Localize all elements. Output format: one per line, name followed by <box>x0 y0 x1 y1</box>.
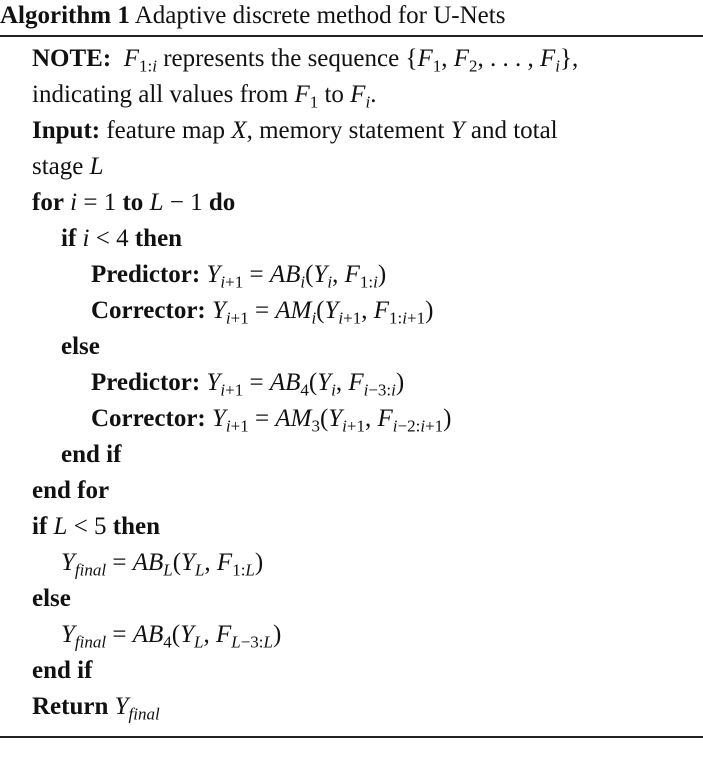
algorithm-header <box>0 0 703 34</box>
algorithm-number: Algorithm 1 <box>0 2 130 29</box>
formula-Y: Y <box>450 117 465 144</box>
end-if-line-2 <box>0 653 703 689</box>
if-line <box>0 221 703 257</box>
formula-L-minus-1: L − 1 <box>149 189 203 216</box>
else-line-2 <box>0 581 703 617</box>
note-label: NOTE: <box>32 45 112 72</box>
input-line-1 <box>0 113 703 149</box>
input-text: , memory statement <box>246 117 445 144</box>
corrector-label: Corrector: <box>91 405 206 432</box>
input-text: and total <box>470 117 558 144</box>
predictor-label: Predictor: <box>91 369 201 396</box>
keyword-return: Return <box>32 693 109 720</box>
end-if-line-1 <box>0 437 703 473</box>
input-label: Input: <box>32 117 101 144</box>
keyword-then: then <box>134 225 183 252</box>
formula-X: X <box>231 117 247 144</box>
return-line <box>0 689 703 725</box>
else-line-1 <box>0 329 703 365</box>
formula-Y-final: $Y_{final}$ <box>114 693 160 724</box>
keyword-end-if: end if <box>61 441 122 468</box>
formula-i-lt-4: i < 4 <box>82 225 129 252</box>
keyword-do: do <box>208 189 236 216</box>
keyword-end-for: end for <box>32 477 110 504</box>
predictor-label: Predictor: <box>91 261 201 288</box>
note-line-1 <box>0 41 703 77</box>
note-line-2 <box>0 77 703 113</box>
keyword-else: else <box>32 585 71 612</box>
keyword-end-if: end if <box>32 657 93 684</box>
formula-corrector-2: $Y_{i+1} = AM_3(Y_{i+1}$, $F_{i-2:i+1}$) <box>211 405 452 436</box>
for-line <box>0 185 703 221</box>
formula-F-1: $F_1$ <box>294 81 319 112</box>
formula-predictor-1: $Y_{i+1} = AB_i(Y_i$, $F_{1:i}$) <box>206 261 387 292</box>
formula-predictor-2: $Y_{i+1} = AB_4(Y_i$, $F_{i-3:i}$) <box>206 369 405 400</box>
keyword-for: for <box>32 189 64 216</box>
input-text: feature map <box>106 117 226 144</box>
corrector-label: Corrector: <box>91 297 206 324</box>
algorithm-body <box>0 41 703 725</box>
bottom-rule <box>0 736 703 738</box>
formula-final-1: $Y_{final} = AB_L(Y_L$, $F_{1:L}$) <box>61 549 264 580</box>
note-text: indicating all values from <box>32 81 289 108</box>
predictor-line-2 <box>0 365 703 401</box>
formula-F-1-i: $F_{1:i}$ <box>123 45 157 76</box>
formula-sequence-set: {$F_1$, $F_2$, . . . , $F_i$}, <box>405 45 579 76</box>
top-rule <box>0 35 703 37</box>
formula-final-2: $Y_{final} = AB_4(Y_L$, $F_{L-3:L}$) <box>61 621 282 652</box>
formula-corrector-1: $Y_{i+1} = AM_i(Y_{i+1}$, $F_{1:i+1}$) <box>211 297 434 328</box>
corrector-line-2 <box>0 401 703 437</box>
predictor-line-1 <box>0 257 703 293</box>
keyword-if: if <box>61 225 77 252</box>
end-for-line <box>0 473 703 509</box>
keyword-if: if <box>32 513 48 540</box>
formula-L: L <box>89 153 104 180</box>
final-line-2 <box>0 617 703 653</box>
keyword-then: then <box>112 513 161 540</box>
final-line-1 <box>0 545 703 581</box>
formula-i-eq-1: i = 1 <box>70 189 117 216</box>
if-line-2 <box>0 509 703 545</box>
keyword-to: to <box>122 189 144 216</box>
input-line-2 <box>0 149 703 185</box>
corrector-line-1 <box>0 293 703 329</box>
formula-L-lt-5: L < 5 <box>53 513 107 540</box>
note-text: to <box>324 81 344 108</box>
input-text: stage <box>32 153 84 180</box>
algorithm-title: Adaptive discrete method for U-Nets <box>134 2 506 29</box>
note-text: represents the sequence <box>163 45 400 72</box>
formula-F-i: $F_i$. <box>350 81 377 112</box>
keyword-else: else <box>61 333 100 360</box>
